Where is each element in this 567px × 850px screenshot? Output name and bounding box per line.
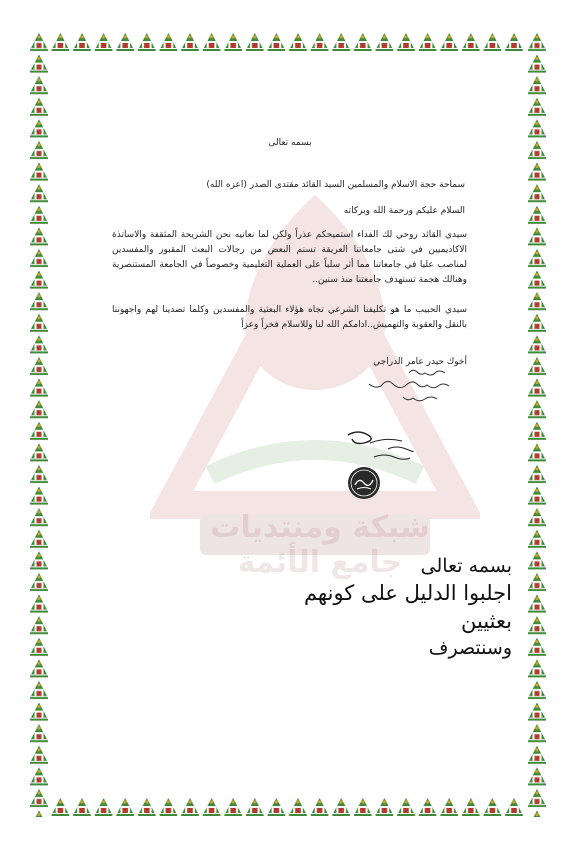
decorative-border-bottom bbox=[28, 795, 548, 817]
letter-addressee: سماحة حجة الاسلام والمسلمين السيد القائد مقتدى الصدر (اعزه الله) bbox=[206, 180, 465, 190]
letter-basmala: بسمه تعالى bbox=[268, 138, 312, 148]
annotation-line-2: اجلبوا الدليل على كونهم بعثيين bbox=[303, 581, 512, 633]
letter-greeting: السلام عليكم ورحمة الله وبركاته bbox=[343, 206, 465, 216]
letter-paragraph-2: سيدي الحبيب ما هو تكليفنا الشرعي تجاه هؤلاء البعثية والمفسدين وكلما تصدينا لهم واجهوننا بالنقل والعقوبة والتهميش..ادامكم الله لنا وللاسلام فخراً وعزاً bbox=[112, 305, 467, 330]
letter-sender: أخوك حيدر عامر الدراجي bbox=[373, 357, 467, 367]
printed-annotation bbox=[250, 553, 512, 661]
annotation-line-3: وسنتصرف bbox=[428, 637, 512, 659]
seal-stamp bbox=[346, 465, 382, 501]
decorative-border-left bbox=[28, 30, 50, 817]
annotation-line-1: بسمه تعالى bbox=[420, 555, 512, 577]
signature bbox=[340, 425, 415, 465]
handwritten-reply bbox=[365, 367, 450, 407]
decorative-border-top bbox=[28, 30, 548, 52]
watermark-text: شبكة ومنتديات جامع الأئمة bbox=[210, 510, 430, 580]
letter-paragraph-1: سيدي القائد روحي لك الفداء استميحكم عذراً ولكن لما نعانيه نحن الشريحة المثقفة والاساتذة الاكاديميين في شتى جامعاتنا العريقة تسنم البعض من رجالات البعث المقبور والمفسدين لمناصب عليا في جامعاتنا مما أثر سلباً على العملية التعليمية وخصوصاً في الجامعة المستنصرية وهنالك هجمة تستهدف جامعتنا منذ سنين.. bbox=[112, 230, 467, 285]
decorative-border-right bbox=[526, 30, 548, 817]
